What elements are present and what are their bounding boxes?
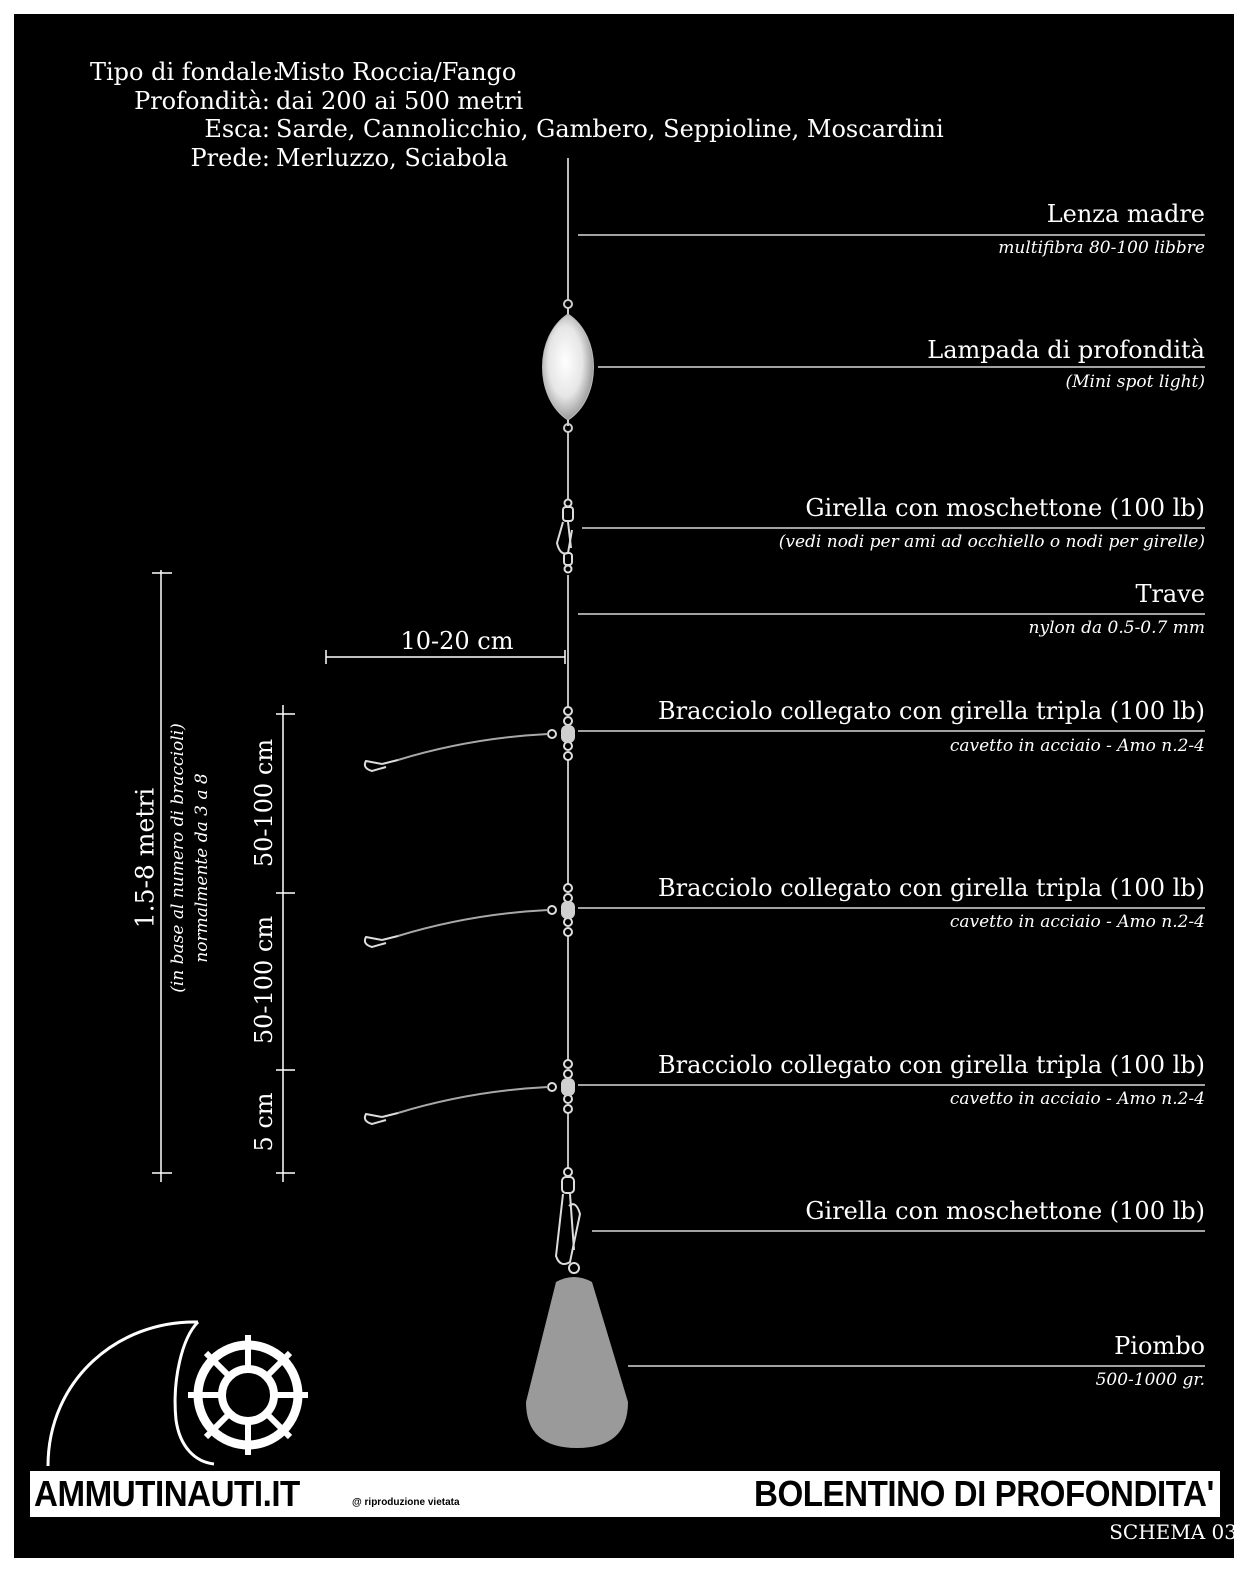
profondita-label: Profondità:: [134, 87, 270, 115]
total-length-note-1: (in base al numero di braccioli): [168, 723, 188, 993]
ammutinauti-logo: [46, 1322, 308, 1574]
swivel-snap-icon-upper: [557, 500, 573, 573]
girella-upper-sub: (vedi nodi per ami ad occhiello o nodi per girelle): [778, 532, 1205, 552]
prede-value: Merluzzo, Sciabola: [276, 144, 509, 172]
spacing-1-label: 50-100 cm: [250, 738, 278, 868]
piombo-title: Piombo: [1114, 1332, 1205, 1360]
profondita-value: dai 200 ai 500 metri: [276, 87, 524, 115]
branch-3: [365, 1060, 575, 1124]
footer-bar: [30, 1471, 1220, 1517]
lampada-sub: (Mini spot light): [1065, 372, 1205, 392]
copyright-note: @ riproduzione vietata: [352, 1497, 460, 1508]
rig-title: BOLENTINO DI PROFONDITA': [754, 1473, 1214, 1514]
branch-1: [365, 707, 575, 771]
lampada-title: Lampada di profondità: [927, 336, 1205, 364]
spacing-2-label: 50-100 cm: [250, 915, 278, 1045]
bracciolo-3-sub: cavetto in acciaio - Amo n.2-4: [949, 1089, 1205, 1109]
hook-icon: [365, 936, 398, 947]
schema-number: SCHEMA 03: [1109, 1520, 1237, 1544]
girella-upper-title: Girella con moschettone (100 lb): [805, 494, 1205, 522]
bracciolo-1-sub: cavetto in acciaio - Amo n.2-4: [949, 736, 1205, 756]
fondale-label: Tipo di fondale:: [90, 58, 281, 86]
lenza-madre-title: Lenza madre: [1046, 200, 1205, 228]
trave-sub: nylon da 0.5-0.7 mm: [1028, 618, 1205, 638]
bracciolo-1-title: Bracciolo collegato con girella tripla (100 lb): [658, 697, 1205, 725]
spacing-3-label: 5 cm: [250, 1092, 278, 1152]
bracciolo-3-title: Bracciolo collegato con girella tripla (100 lb): [658, 1051, 1205, 1079]
lenza-madre-sub: multifibra 80-100 libbre: [998, 238, 1205, 258]
piombo-sub: 500-1000 gr.: [1095, 1370, 1205, 1390]
bracciolo-2-sub: cavetto in acciaio - Amo n.2-4: [949, 912, 1205, 932]
brand-name: AMMUTINAUTI.IT: [34, 1473, 300, 1514]
hook-icon: [365, 760, 398, 771]
girella-lower-title: Girella con moschettone (100 lb): [805, 1197, 1205, 1225]
total-length-label: 1.5-8 metri: [130, 787, 160, 929]
prede-label: Prede:: [190, 144, 270, 172]
bracciolo-2-title: Bracciolo collegato con girella tripla (100 lb): [658, 874, 1205, 902]
branch-2: [365, 884, 575, 947]
callout-labels: [600, 0, 1205, 1574]
esca-value: Sarde, Cannolicchio, Gambero, Seppioline, Moscardini: [276, 115, 944, 143]
fondale-value: Misto Roccia/Fango: [276, 58, 517, 86]
total-length-note-2: normalmente da 3 a 8: [192, 773, 212, 963]
swivel-snap-icon-lower: [556, 1168, 580, 1273]
trave-title: Trave: [1135, 580, 1205, 608]
esca-label: Esca:: [204, 115, 270, 143]
hook-icon: [365, 1113, 398, 1124]
lamp-icon: [543, 300, 594, 432]
arm-length-label: 10-20 cm: [400, 627, 514, 655]
